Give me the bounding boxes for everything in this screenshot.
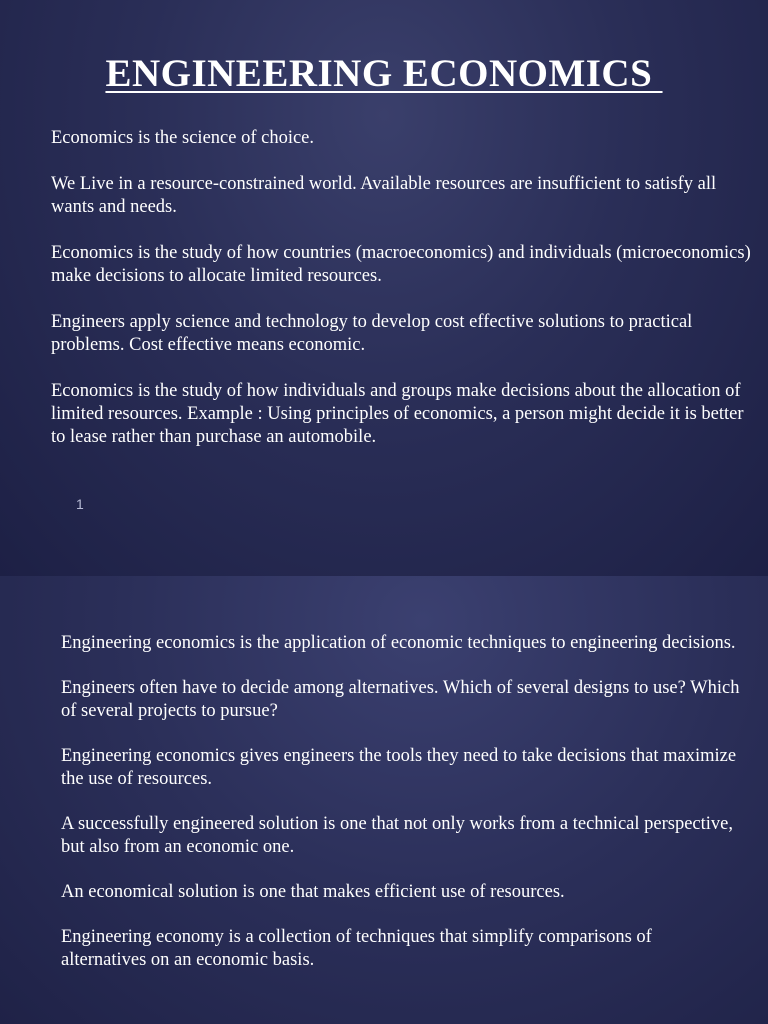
paragraph: Economics is the science of choice. xyxy=(51,128,315,148)
paragraph: We Live in a resource-constrained world. Available resources are insufficient to satisfy all wants and needs. xyxy=(51,174,717,217)
slide-1-body xyxy=(51,127,751,449)
paragraph: Economics is the study of how individuals and groups make decisions about the allocation of limited resources. Example : Using principles of economics, a person might decide it is better to lease rather than purchase an automobile. xyxy=(51,381,744,447)
slide-2 xyxy=(0,576,768,1024)
slide-number: 1 xyxy=(76,496,84,512)
paragraph: Engineering economy is a collection of techniques that simplify comparisons of alternatives on an economic basis. xyxy=(61,927,652,970)
paragraph: Engineering economics is the application of economic techniques to engineering decisions. xyxy=(61,633,736,653)
paragraph: An economical solution is one that makes efficient use of resources. xyxy=(61,882,565,902)
paragraph: Engineering economics gives engineers the tools they need to take decisions that maximize the use of resources. xyxy=(61,746,737,789)
slide-2-body xyxy=(61,632,741,972)
paragraph: A successfully engineered solution is one that not only works from a technical perspective, but also from an economic one. xyxy=(61,814,733,857)
paragraph: Engineers often have to decide among alternatives. Which of several designs to use? Which of several projects to pursue? xyxy=(61,678,740,721)
paragraph: Engineers apply science and technology to develop cost effective solutions to practical problems. Cost effective means economic. xyxy=(51,312,693,355)
slide-title: ENGINEERING ECONOMICS xyxy=(105,52,663,95)
paragraph: Economics is the study of how countries (macroeconomics) and individuals (microeconomics) make decisions to allocate limited resources. xyxy=(51,243,751,286)
